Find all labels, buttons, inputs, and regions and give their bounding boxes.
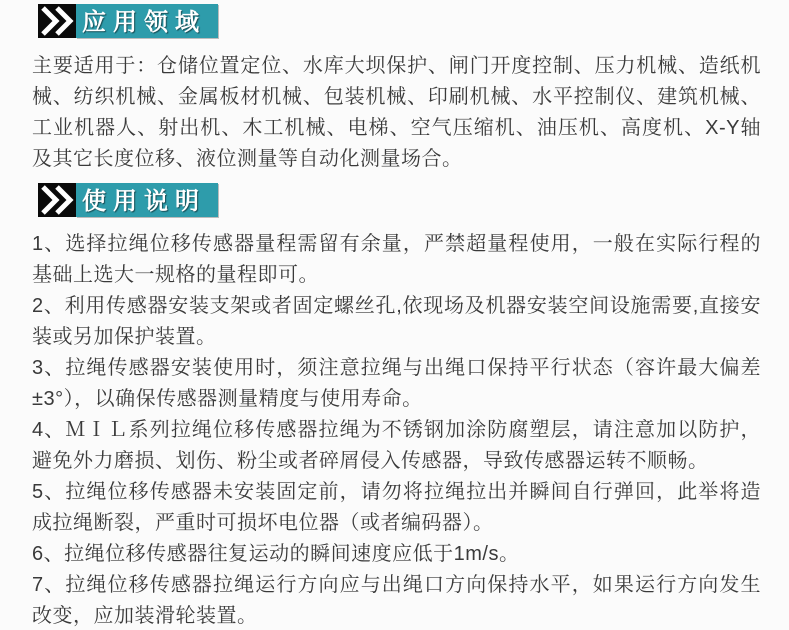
section-application-areas	[0, 4, 789, 175]
double-chevron-right-icon	[38, 183, 76, 217]
section-title-box	[76, 183, 218, 217]
section-title: 应用领域	[82, 7, 206, 36]
section-header-usage	[38, 183, 218, 217]
double-chevron-right-icon	[38, 4, 76, 38]
usage-instruction-item-7: 7、拉绳位移传感器拉绳运行方向应与出绳口方向保持水平，如果运行方向发生改变，应加装滑轮装置。	[32, 574, 761, 627]
usage-instruction-item-5: 5、拉绳位移传感器未安装固定前，请勿将拉绳拉出并瞬间自行弹回，此举将造成拉绳断裂，严重时可损坏电位器（或者编码器）。	[32, 481, 761, 534]
usage-instruction-item-1: 1、选择拉绳位移传感器量程需留有余量，严禁超量程使用，一般在实际行程的基础上选大一规格的量程即可。	[32, 233, 761, 286]
usage-instruction-item-3: 3、拉绳传感器安装使用时，须注意拉绳与出绳口保持平行状态（容许最大偏差±3°），以确保传感器测量精度与使用寿命。	[32, 357, 761, 410]
section-usage-instructions	[0, 183, 789, 630]
usage-instruction-item-4: 4、ＭＩＬ系列拉绳位移传感器拉绳为不锈钢加涂防腐塑层，请注意加以防护，避免外力磨损、划伤、粉尘或者碎屑侵入传感器，导致传感器运转不顺畅。	[32, 419, 761, 472]
section-title: 使用说明	[82, 186, 206, 215]
usage-instruction-item-2: 2、利用传感器安装支架或者固定螺丝孔,依现场及机器安装空间设施需要,直接安装或另加保护装置。	[32, 295, 761, 348]
section-header-application	[38, 4, 218, 38]
section-title-box	[76, 4, 218, 38]
application-areas-paragraph: 主要适用于：仓储位置定位、水库大坝保护、闸门开度控制、压力机械、造纸机械、纺织机械、金属板材机械、包装机械、印刷机械、水平控制仪、建筑机械、工业机器人、射出机、木工机械、电梯、空气压缩机、油压机、高度机、X-Y轴及其它长度位移、液位测量等自动化测量场合。	[32, 55, 761, 170]
usage-instruction-item-6: 6、拉绳位移传感器往复运动的瞬间速度应低于1m/s。	[32, 543, 520, 565]
